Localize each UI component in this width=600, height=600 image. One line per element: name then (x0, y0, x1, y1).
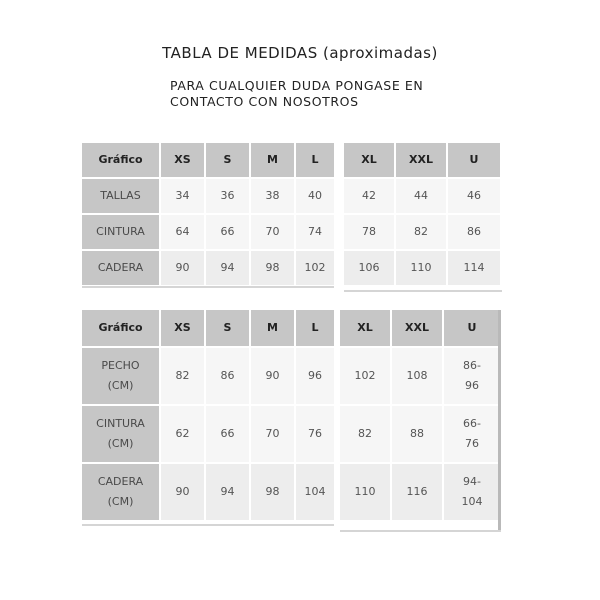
table-1-cell: 44 (396, 179, 446, 213)
table-1-cell: 98 (251, 251, 294, 285)
table-1-cell: 46 (448, 179, 500, 213)
table-2-cell (444, 406, 500, 462)
table-2-cell: 82 (340, 406, 390, 462)
table-2-cell: 110 (340, 464, 390, 520)
table-2-cell (444, 464, 500, 520)
row-label-line-1: CINTURA (96, 417, 145, 430)
contact-note (170, 78, 423, 110)
table-1-row-label: CADERA (82, 251, 159, 285)
table-1-cell: 36 (206, 179, 249, 213)
table-1-col-header: XXL (396, 143, 446, 177)
table-2-cell: 88 (392, 406, 442, 462)
table-1-cell: 66 (206, 215, 249, 249)
table-2-row-label (82, 406, 159, 462)
row-label-line-1: PECHO (101, 359, 140, 372)
table-2-col-header: S (206, 310, 249, 346)
table-1-col-header: XL (344, 143, 394, 177)
size-table-2-left (82, 310, 334, 520)
table-1-cell: 78 (344, 215, 394, 249)
table-1-cell: 94 (206, 251, 249, 285)
row-label-line-2: (CM) (107, 437, 134, 450)
table-1-col-header: L (296, 143, 334, 177)
row-label-line-2: (CM) (107, 495, 134, 508)
table-1-cell: 106 (344, 251, 394, 285)
table-2-cell: 66 (206, 406, 249, 462)
table-2-corner-header: Gráfico (82, 310, 159, 346)
table-1-cell: 74 (296, 215, 334, 249)
size-table-1-left (82, 143, 334, 285)
table-2-cell: 86 (206, 348, 249, 404)
table-1-cell: 42 (344, 179, 394, 213)
table-2-row-label (82, 464, 159, 520)
u-range-line-1: 86- (463, 359, 481, 372)
table-2-cell (444, 348, 500, 404)
table-1-cell: 64 (161, 215, 204, 249)
table-1-col-header: U (448, 143, 500, 177)
table-1-col-header: M (251, 143, 294, 177)
table-2-cell: 82 (161, 348, 204, 404)
size-table-1-right (344, 143, 500, 285)
u-range-line-1: 94- (463, 475, 481, 488)
table-2-col-header: L (296, 310, 334, 346)
row-label-line-2: (CM) (107, 379, 134, 392)
contact-note-line-2: CONTACTO CON NOSOTROS (170, 94, 359, 109)
table-1-row-label: CINTURA (82, 215, 159, 249)
table-1-row-label: TALLAS (82, 179, 159, 213)
table-1-cell: 40 (296, 179, 334, 213)
table-1-left-shadow (82, 286, 334, 288)
table-1-cell: 86 (448, 215, 500, 249)
table-2-col-header: U (444, 310, 500, 346)
table-2-left-shadow (82, 524, 334, 526)
row-label-line-1: CADERA (97, 475, 144, 488)
table-2-cell: 90 (161, 464, 204, 520)
size-table-2-right (340, 310, 500, 520)
table-1-cell: 82 (396, 215, 446, 249)
table-1-col-header: S (206, 143, 249, 177)
table-2-cell: 90 (251, 348, 294, 404)
table-2-row-label (82, 348, 159, 404)
contact-note-line-1: PARA CUALQUIER DUDA PONGASE EN (170, 78, 424, 93)
table-2-cell: 96 (296, 348, 334, 404)
table-1-corner-header: Gráfico (82, 143, 159, 177)
u-range-line-1: 66- (463, 417, 481, 430)
table-1-cell: 110 (396, 251, 446, 285)
table-1-cell: 34 (161, 179, 204, 213)
table-2-cell: 76 (296, 406, 334, 462)
table-2-cell: 94 (206, 464, 249, 520)
table-1-cell: 38 (251, 179, 294, 213)
table-1-cell: 70 (251, 215, 294, 249)
table-1-col-header: XS (161, 143, 204, 177)
table-1-right-shadow (344, 290, 502, 292)
u-range-line-2: 96 (465, 379, 479, 392)
u-range-line-2: 76 (465, 437, 479, 450)
table-2-right-shadow (340, 530, 501, 532)
u-range-line-2: 104 (461, 495, 483, 508)
table-2-col-header: XXL (392, 310, 442, 346)
table-2-col-header: XS (161, 310, 204, 346)
table-1-cell: 102 (296, 251, 334, 285)
table-2-cell: 98 (251, 464, 294, 520)
table-2-col-header: M (251, 310, 294, 346)
table-1-cell: 114 (448, 251, 500, 285)
table-2-cell: 62 (161, 406, 204, 462)
table-2-col-header: XL (340, 310, 390, 346)
table-2-cell: 104 (296, 464, 334, 520)
table-2-cell: 70 (251, 406, 294, 462)
page-title: TABLA DE MEDIDAS (aproximadas) (162, 44, 438, 62)
table-2-right-edge (498, 310, 501, 532)
table-2-cell: 102 (340, 348, 390, 404)
table-1-cell: 90 (161, 251, 204, 285)
table-2-cell: 116 (392, 464, 442, 520)
table-2-cell: 108 (392, 348, 442, 404)
